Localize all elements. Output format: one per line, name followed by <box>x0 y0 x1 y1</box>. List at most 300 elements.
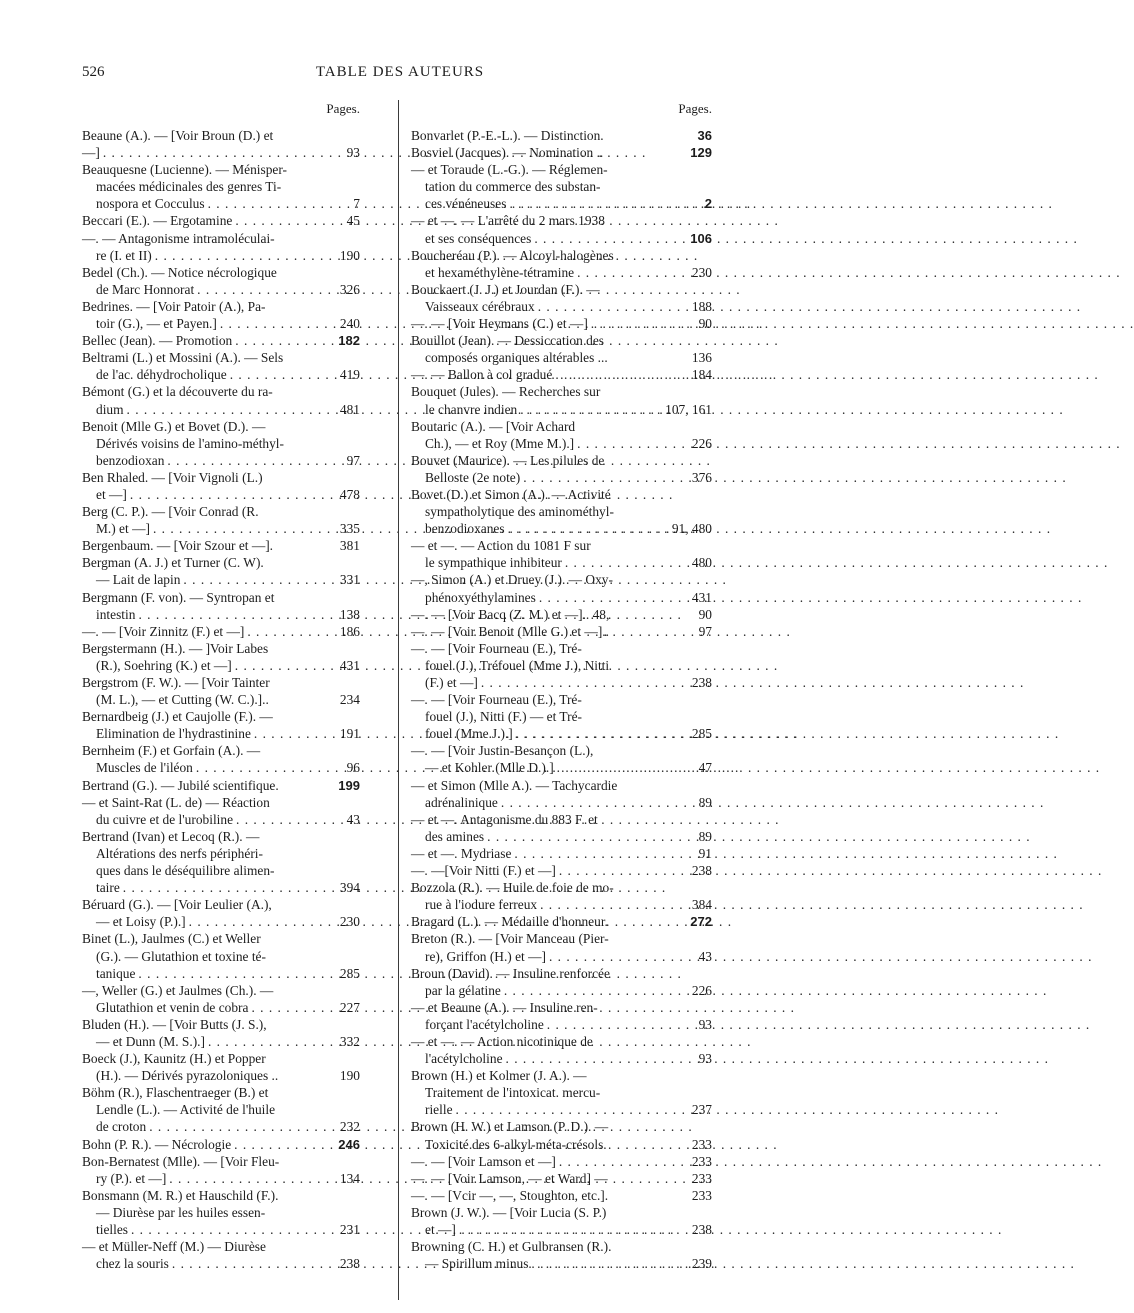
entry-text: benzodioxanes <box>425 521 505 537</box>
index-entry <box>82 1238 360 1272</box>
entry-text: et —] <box>425 1222 456 1237</box>
entry-line <box>82 298 360 315</box>
index-entry <box>411 1067 712 1118</box>
page-reference: 381 <box>339 538 360 554</box>
page-reference: 239 <box>691 1256 712 1272</box>
entry-line <box>411 759 712 776</box>
index-entry <box>82 212 360 229</box>
entry-line <box>411 930 712 947</box>
entry-line <box>411 862 712 879</box>
page-reference: 335 <box>339 521 360 537</box>
dot-leader <box>169 1170 335 1187</box>
dot-leader <box>539 589 687 606</box>
page-reference: 431 <box>339 657 360 673</box>
entry-text: —. — [Voir Benoit (Mlle G.) et —].. <box>411 623 609 639</box>
entry-text: le chanvre indien <box>425 401 518 417</box>
page-reference: 226 <box>691 435 712 451</box>
index-entry <box>411 212 712 246</box>
entry-line <box>82 537 360 554</box>
entry-line <box>411 948 712 965</box>
entry-text: — et Dunn (M. S.).] <box>96 1033 205 1049</box>
index-entry <box>411 383 712 417</box>
index-entry <box>411 486 712 537</box>
entry-line <box>411 435 712 452</box>
index-entry <box>82 503 360 537</box>
entry-line <box>82 982 360 999</box>
entry-line <box>411 161 712 178</box>
page-reference: 238 <box>691 1222 712 1237</box>
entry-line <box>411 281 712 298</box>
index-entry <box>411 777 712 811</box>
page-reference: 376 <box>691 469 712 485</box>
page-reference: 188 <box>691 298 712 314</box>
entry-line <box>82 1084 360 1101</box>
entry-text: Bedel (Ch.). — Notice nécrologique <box>82 264 277 280</box>
entry-line <box>411 1153 712 1170</box>
entry-text: composés organiques altérables ... <box>425 350 608 366</box>
entry-text: — Diurèse par les huiles essen- <box>96 1204 266 1220</box>
page-reference: 43 <box>346 811 360 827</box>
running-head: TABLE DES AUTEURS <box>315 64 485 80</box>
index-entry <box>82 930 360 981</box>
entry-line <box>82 212 360 229</box>
entry-text: forçant l'acétylcholine <box>425 1016 544 1032</box>
page-reference: 90 <box>698 606 712 622</box>
entry-line <box>82 1033 360 1050</box>
entry-text: Beaune (A.). — [Voir Broun (D.) et <box>82 128 274 143</box>
entry-text: Bouquet (Jules). — Recherches sur <box>411 384 601 400</box>
entry-line <box>82 1101 360 1118</box>
entry-line <box>82 401 360 418</box>
entry-text: ques dans le déséquilibre alimen- <box>96 863 275 879</box>
entry-text: — et —. Antagonisme du 883 F. et <box>411 811 598 827</box>
entry-line <box>411 383 712 400</box>
dot-leader <box>208 1033 335 1050</box>
entry-text: Bouvet (Maurice). — Les pilules de <box>411 452 605 468</box>
entry-text: rielle <box>425 1102 453 1118</box>
entry-line <box>82 435 360 452</box>
index-entry <box>82 589 360 623</box>
index-entry <box>411 930 712 964</box>
dot-leader <box>538 298 687 315</box>
page-reference: 89 <box>698 794 712 810</box>
entry-line <box>82 1221 360 1238</box>
dot-leader <box>230 366 335 383</box>
dot-leader <box>506 1050 687 1067</box>
entry-line <box>82 281 360 298</box>
entry-text: Böhm (R.), Flaschentraeger (B.) et <box>82 1085 269 1101</box>
index-entry <box>411 1153 712 1170</box>
page-reference: 233 <box>691 1170 712 1186</box>
dot-leader <box>555 366 687 383</box>
entry-text: — Spirillum minus <box>425 1256 529 1272</box>
entry-line <box>82 725 360 742</box>
entry-text: —. — [Voir Fourneau (E.), Tré- <box>411 640 582 656</box>
page-reference: 240 <box>339 316 360 332</box>
dot-leader <box>456 1101 687 1118</box>
entry-text: (M. L.), — et Cutting (W. C.).].. <box>96 692 269 708</box>
page-reference: 106 <box>690 230 712 246</box>
entry-line <box>411 247 712 264</box>
entry-line <box>82 759 360 776</box>
entry-line <box>82 965 360 982</box>
index-entry <box>82 1153 360 1187</box>
entry-line <box>82 332 360 349</box>
page-reference: 199 <box>338 777 360 793</box>
dot-leader <box>123 879 335 896</box>
entry-text: — et Toraude (L.-G.). — Réglemen- <box>411 162 608 178</box>
index-entry <box>82 777 360 794</box>
dot-leader <box>509 195 687 212</box>
page-reference: 285 <box>691 726 712 742</box>
entry-text: Bonvarlet (P.-E.-L.). — Distinction. <box>411 128 604 143</box>
page-reference: 227 <box>339 999 360 1015</box>
dot-leader <box>189 913 335 930</box>
entry-text: Bergenbaum. — [Voir Szour et —]. <box>82 538 274 554</box>
entry-text: Dérivés voisins de l'amino-méthyl- <box>96 435 284 451</box>
index-entry <box>82 708 360 742</box>
entry-line <box>82 178 360 195</box>
entry-text: Elimination de l'hydrastinine <box>96 726 251 742</box>
entry-text: —, Simon (A.) et Druey (J.). — Oxy- <box>411 572 613 588</box>
index-entry <box>411 571 712 605</box>
entry-text: Brown (H.) et Kolmer (J. A.). — <box>411 1068 587 1084</box>
entry-line <box>82 691 360 708</box>
entry-line <box>411 418 712 435</box>
dot-leader <box>254 725 335 742</box>
page-reference: 238 <box>339 1256 360 1272</box>
entry-line <box>411 230 712 247</box>
entry-text: Boutaric (A.). — [Voir Achard <box>411 418 576 434</box>
entry-text: dium <box>96 401 124 417</box>
page-reference: 96 <box>346 760 360 776</box>
entry-line <box>411 315 712 332</box>
page-reference: 184 <box>691 367 712 383</box>
page-reference: 231 <box>339 1222 360 1237</box>
index-entry <box>411 1238 712 1272</box>
dot-leader <box>523 469 687 486</box>
entry-line <box>82 230 360 247</box>
entry-text: (F.) et —] <box>425 675 478 690</box>
index-entry <box>411 742 712 776</box>
entry-line <box>411 1067 712 1084</box>
entry-text: phénoxyéthylamines <box>425 589 536 605</box>
entry-line <box>82 554 360 571</box>
dot-leader <box>459 1221 687 1238</box>
entry-text: — et —. Mydriase <box>411 845 512 861</box>
entry-line <box>82 896 360 913</box>
entry-text: —. — Antagonisme intramoléculai- <box>82 230 275 246</box>
entry-text: benzodioxan <box>96 452 165 468</box>
page-reference: 285 <box>339 965 360 981</box>
entry-line <box>82 1204 360 1221</box>
page-reference: 89 <box>698 828 712 844</box>
entry-line <box>411 537 712 554</box>
entry-text: (G.). — Glutathion et toxine té- <box>96 948 266 964</box>
entry-text: l'acétylcholine <box>425 1051 503 1067</box>
entry-text: Boeck (J.), Kaunitz (H.) et Popper <box>82 1051 266 1067</box>
index-entry <box>82 383 360 417</box>
entry-line <box>411 742 712 759</box>
entry-text: Bémont (G.) et la découverte du ra- <box>82 384 273 400</box>
page-reference: 90 <box>698 316 712 332</box>
entry-text: adrénalinique <box>425 794 498 810</box>
entry-line <box>82 1067 360 1084</box>
entry-text: (R.), Soehring (K.) et —] <box>96 657 232 673</box>
entry-line <box>82 571 360 588</box>
entry-line <box>411 1118 712 1135</box>
entry-text: — et —. — L'arrêté du 2 mars 1938 <box>411 213 605 229</box>
entry-text: Bernheim (F.) et Gorfain (A.). — <box>82 743 261 759</box>
page-number: 526 <box>82 64 105 80</box>
pages-heading: Pages. <box>678 101 712 116</box>
entry-text: —. — [Voir Zinnitz (F.) et —] <box>82 623 245 639</box>
dot-leader <box>591 315 687 332</box>
entry-line <box>411 1084 712 1101</box>
entry-line <box>82 1153 360 1170</box>
entry-text: —. — Ballon à col gradué <box>411 367 553 383</box>
entry-text: M.) et —] <box>96 521 150 537</box>
index-entry <box>411 537 712 571</box>
entry-text: re (I. et II) <box>96 247 152 263</box>
index-entry <box>411 1033 712 1067</box>
index-entry <box>411 845 712 862</box>
entry-text: — Lait de lapin <box>96 572 181 588</box>
index-entry <box>411 623 712 640</box>
entry-text: et hexaméthylène-tétramine <box>425 264 575 280</box>
index-entry <box>411 247 712 281</box>
entry-line <box>82 879 360 896</box>
entry-line <box>82 1118 360 1135</box>
page-reference: 91, 480 <box>671 521 712 537</box>
page-reference: 186 <box>339 623 360 639</box>
entry-line <box>82 503 360 520</box>
entry-text: Binet (L.), Jaulmes (C.) et Weller <box>82 931 261 947</box>
entry-text: Bosviel (Jacques). — Nomination .. <box>411 145 604 161</box>
index-entry <box>82 828 360 896</box>
entry-line <box>411 144 712 161</box>
dot-leader <box>130 486 335 503</box>
entry-text: Belloste (2e note) <box>425 469 521 485</box>
page-reference: 419 <box>339 367 360 383</box>
entry-line <box>82 127 360 144</box>
index-entry <box>82 1136 360 1153</box>
entry-line <box>411 845 712 862</box>
entry-text: Brown (H. W.) et Lamson (P. D.). — <box>411 1119 609 1135</box>
entry-text: Benoit (Mlle G.) et Bovet (D.). — <box>82 418 266 434</box>
dot-leader <box>127 401 335 418</box>
entry-line <box>82 452 360 469</box>
entry-text: — et Saint-Rat (L. de) — Réaction <box>82 794 270 810</box>
entry-line <box>411 999 712 1016</box>
entry-line <box>82 828 360 845</box>
entry-line <box>82 708 360 725</box>
page-reference: 2 <box>704 196 712 212</box>
dot-leader <box>577 264 687 281</box>
entry-line <box>82 418 360 435</box>
entry-text: ces vénéneuses <box>425 196 507 212</box>
entry-text: —. — [Voir Lamson, — et Ward] — <box>411 1170 608 1186</box>
entry-text: Bragard (L.). — Médaille d'honneur. <box>411 914 608 930</box>
entry-text: ry (P.). et —] <box>96 1170 167 1186</box>
page-reference: 97 <box>698 623 712 639</box>
entry-line <box>411 913 712 930</box>
entry-text: —. — [Voir Heymans (C.) et —] <box>411 316 588 332</box>
entry-line <box>82 777 360 794</box>
entry-text: Boucheréau (P.). — Alcoyl-halogènes <box>411 247 614 263</box>
entry-line <box>82 845 360 862</box>
entry-line <box>411 589 712 606</box>
entry-line <box>411 623 712 640</box>
entry-text: Beltrami (L.) et Mossini (A.). — Sels <box>82 350 284 366</box>
entry-line <box>411 349 712 366</box>
entry-line <box>411 1187 712 1204</box>
entry-line <box>82 1255 360 1272</box>
entry-text: Bellec (Jean). — Promotion <box>82 333 233 349</box>
dot-leader <box>220 315 335 332</box>
entry-line <box>82 144 360 161</box>
entry-line <box>411 725 712 742</box>
page-reference: 480 <box>691 555 712 571</box>
page-reference: 238 <box>691 675 712 690</box>
index-entry <box>82 161 360 212</box>
page-reference: 91 <box>698 845 712 861</box>
entry-line <box>411 879 712 896</box>
page-reference: 326 <box>339 281 360 297</box>
entry-line <box>82 486 360 503</box>
entry-text: Lendle (L.). — Activité de l'huile <box>96 1102 276 1118</box>
dot-leader <box>172 1255 335 1272</box>
entry-line <box>411 1255 712 1272</box>
entry-text: Bovet (D.) et Simon (A.). — Activité <box>411 486 611 502</box>
column-divider <box>398 100 399 1300</box>
index-entry <box>82 640 360 674</box>
page-reference: 107, 161 <box>665 401 712 417</box>
dot-leader <box>153 520 335 537</box>
entry-text: — et —. — Action nicotinique de <box>411 1033 593 1049</box>
entry-text: Beccari (E.). — Ergotamine <box>82 213 233 229</box>
entry-line <box>82 366 360 383</box>
dot-leader <box>235 212 335 229</box>
page-reference: 478 <box>339 486 360 502</box>
page-reference: 481 <box>339 401 360 417</box>
entry-text: de l'ac. déhydrocholique <box>96 367 227 383</box>
dot-leader <box>531 1255 687 1272</box>
entry-line <box>411 264 712 281</box>
entry-line <box>82 520 360 537</box>
index-entry <box>411 281 712 315</box>
entry-line <box>411 469 712 486</box>
dot-leader <box>138 965 335 982</box>
entry-text: Bedrines. — [Voir Patoir (A.), Pa- <box>82 298 266 314</box>
page-reference: 331 <box>339 572 360 588</box>
entry-line <box>411 674 712 691</box>
dot-leader <box>103 144 335 161</box>
entry-line <box>82 161 360 178</box>
dot-leader <box>208 195 335 212</box>
entry-text: fouel (J.), Nitti (F.) — et Tré- <box>425 709 582 725</box>
dot-leader <box>251 999 335 1016</box>
dot-leader <box>481 674 687 691</box>
entry-text: des amines <box>425 828 485 844</box>
entry-text: —. — [Voir Justin-Besançon (L.), <box>411 743 594 759</box>
entry-text: chez la souris <box>96 1256 169 1272</box>
entry-line <box>411 982 712 999</box>
index-entry <box>82 896 360 930</box>
index-entry <box>411 332 712 366</box>
dot-leader <box>540 896 687 913</box>
index-entry <box>82 623 360 640</box>
entry-line <box>411 298 712 315</box>
index-entry <box>82 742 360 776</box>
page-reference: 190 <box>339 1068 360 1084</box>
index-entry <box>82 1050 360 1084</box>
entry-line <box>411 1204 712 1221</box>
entry-text: Bertrand (G.). — Jubilé scientifique. <box>82 777 279 793</box>
dot-leader <box>197 281 335 298</box>
entry-text: — et Loisy (P.).] <box>96 914 186 930</box>
entry-line <box>411 657 712 674</box>
entry-line <box>411 1170 712 1187</box>
entry-line <box>82 811 360 828</box>
entry-line <box>82 195 360 212</box>
entry-text: Brown (J. W.). — [Voir Lucia (S. P.) <box>411 1204 607 1220</box>
entry-text: tielles <box>96 1222 128 1237</box>
entry-line <box>411 1136 712 1153</box>
entry-line <box>411 366 712 383</box>
entry-text: Bluden (H.). — [Voir Butts (J. S.), <box>82 1016 267 1032</box>
entry-text: fouel (J.), Tréfouel (Mme J.), Nitti <box>425 657 610 673</box>
entry-text: —. — [Voir Bacq (Z. M.) et —].. 48, <box>411 606 610 622</box>
entry-text: Bonsmann (M. R.) et Hauschild (F.). <box>82 1187 279 1203</box>
page-reference: 233 <box>691 1136 712 1152</box>
entry-line <box>411 708 712 725</box>
page-reference: 234 <box>339 692 360 708</box>
entry-text: du cuivre et de l'urobiline <box>96 811 234 827</box>
page-reference: 138 <box>339 606 360 622</box>
entry-line <box>82 623 360 640</box>
entry-line <box>411 332 712 349</box>
entry-text: —. —[Voir Nitti (F.) et —] <box>411 863 556 879</box>
index-entry <box>411 1118 712 1152</box>
entry-text: Bohn (P. R.). — Nécrologie <box>82 1136 232 1152</box>
index-entry <box>411 965 712 999</box>
entry-line <box>82 349 360 366</box>
entry-line <box>82 1238 360 1255</box>
index-entry <box>411 862 712 879</box>
page-reference: 47 <box>698 760 712 776</box>
entry-line <box>82 948 360 965</box>
entry-line <box>411 896 712 913</box>
index-entry <box>411 1187 712 1204</box>
entry-text: Glutathion et venin de cobra <box>96 999 249 1015</box>
dot-leader <box>183 571 335 588</box>
index-entry <box>82 298 360 332</box>
entry-line <box>411 777 712 794</box>
index-entry <box>411 452 712 486</box>
entry-line <box>411 520 712 537</box>
page-reference: 230 <box>691 264 712 280</box>
right-entries <box>411 127 712 1272</box>
index-entry <box>411 161 712 212</box>
page-reference: 226 <box>691 982 712 998</box>
entry-line <box>411 195 712 212</box>
entry-text: rue à l'iodure ferreux <box>425 897 538 913</box>
dot-leader <box>534 230 687 247</box>
entry-line <box>411 828 712 845</box>
entry-text: toir (G.), — et Payen.] <box>96 316 217 332</box>
entry-text: et —] <box>96 486 127 502</box>
